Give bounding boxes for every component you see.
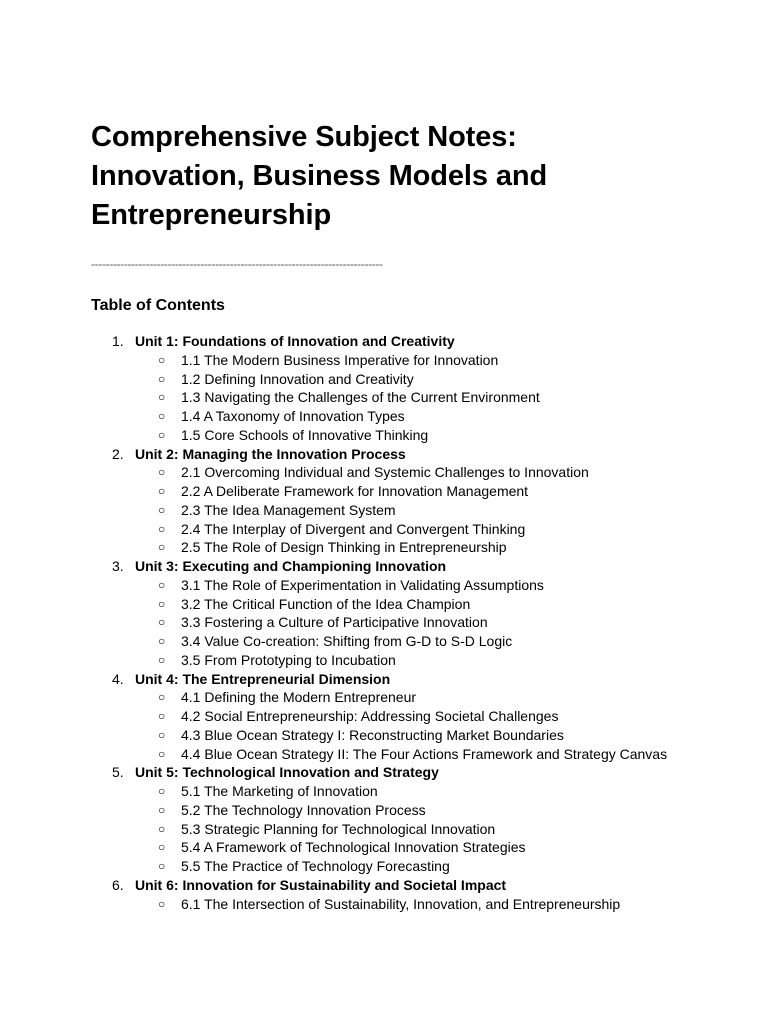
toc-unit <box>91 332 751 351</box>
toc-sub-item <box>91 820 751 839</box>
toc-unit-number: 1. <box>112 333 124 349</box>
toc-sub-item-label[interactable]: 5.1 The Marketing of Innovation <box>181 783 378 799</box>
toc-sub-item-label[interactable]: 6.1 The Intersection of Sustainability, Innovation, and Entrepreneurship <box>181 895 621 912</box>
toc-sub-item-label[interactable]: 2.4 The Interplay of Divergent and Convergent Thinking <box>181 520 526 537</box>
toc-unit-title[interactable]: Unit 3: Executing and Championing Innovation <box>135 558 447 574</box>
toc-sub-item-label[interactable]: 1.3 Navigating the Challenges of the Current Environment <box>181 389 540 406</box>
hollow-circle-bullet-icon: ○ <box>158 896 166 911</box>
toc-sub-item-label[interactable]: 4.2 Social Entrepreneurship: Addressing Societal Challenges <box>181 708 559 724</box>
toc-sub-item-label[interactable]: 4.4 Blue Ocean Strategy II: The Four Actions Framework and Strategy Canvas <box>181 745 668 762</box>
hollow-circle-bullet-icon: ○ <box>158 615 166 630</box>
toc-sub-item <box>91 351 751 370</box>
toc-sub-item-label[interactable]: 3.4 Value Co-creation: Shifting from G-D to S-D Logic <box>181 633 513 649</box>
hollow-circle-bullet-icon: ○ <box>158 521 166 536</box>
toc-unit <box>91 445 751 464</box>
hollow-circle-bullet-icon: ○ <box>158 484 166 498</box>
toc-sub-item-label[interactable]: 2.3 The Idea Management System <box>181 501 396 518</box>
toc-sub-item <box>91 782 751 801</box>
hollow-circle-bullet-icon: ○ <box>158 390 166 405</box>
toc-sub-item <box>91 745 751 764</box>
toc-sub-item <box>91 388 751 407</box>
toc-sub-item <box>91 576 751 595</box>
toc-sub-list <box>91 688 751 763</box>
toc-sub-item-label[interactable]: 1.4 A Taxonomy of Innovation Types <box>181 408 405 424</box>
hollow-circle-bullet-icon: ○ <box>158 652 166 667</box>
toc-sub-item-label[interactable]: 1.5 Core Schools of Innovative Thinking <box>181 426 429 443</box>
toc-sub-item <box>91 595 751 614</box>
toc-unit-number: 2. <box>112 445 124 462</box>
hollow-circle-bullet-icon: ○ <box>158 502 166 517</box>
toc-sub-item-label[interactable]: 2.1 Overcoming Individual and Systemic Challenges to Innovation <box>181 464 589 481</box>
toc-sub-item-label[interactable]: 1.2 Defining Innovation and Creativity <box>181 370 414 387</box>
toc-sub-item <box>91 613 751 632</box>
toc-sub-item <box>91 463 751 482</box>
table-of-contents <box>91 332 751 913</box>
toc-sub-item-label[interactable]: 5.4 A Framework of Technological Innovation Strategies <box>181 839 526 856</box>
toc-unit-number: 6. <box>112 876 124 893</box>
toc-unit-number: 5. <box>112 764 124 781</box>
toc-sub-item <box>91 482 751 501</box>
hollow-circle-bullet-icon: ○ <box>158 540 166 555</box>
toc-sub-item <box>91 838 751 857</box>
toc-sub-item <box>91 726 751 745</box>
toc-sub-item-label[interactable]: 2.5 The Role of Design Thinking in Entrepreneurship <box>181 539 507 556</box>
toc-unit-title[interactable]: Unit 5: Technological Innovation and Strategy <box>135 764 439 781</box>
title-line-1: Comprehensive Subject Notes: <box>91 121 517 153</box>
toc-sub-list <box>91 782 751 876</box>
toc-unit-title[interactable]: Unit 4: The Entrepreneurial Dimension <box>135 670 391 687</box>
hollow-circle-bullet-icon: ○ <box>158 784 166 798</box>
hollow-circle-bullet-icon: ○ <box>158 727 166 742</box>
document-page <box>91 118 751 913</box>
toc-sub-item <box>91 895 751 914</box>
toc-sub-item-label[interactable]: 1.1 The Modern Business Imperative for Innovation <box>181 351 499 368</box>
toc-unit <box>91 763 751 782</box>
toc-sub-item <box>91 407 751 426</box>
toc-sub-item <box>91 632 751 651</box>
hollow-circle-bullet-icon: ○ <box>158 840 166 855</box>
toc-sub-list <box>91 576 751 670</box>
title-line-2: Innovation, Business Models and <box>91 160 548 192</box>
hollow-circle-bullet-icon: ○ <box>158 352 166 367</box>
hollow-circle-bullet-icon: ○ <box>158 634 166 648</box>
hollow-circle-bullet-icon: ○ <box>158 802 166 817</box>
hollow-circle-bullet-icon: ○ <box>158 427 166 442</box>
toc-unit-number: 3. <box>112 558 124 574</box>
toc-sub-item <box>91 707 751 726</box>
hollow-circle-bullet-icon: ○ <box>158 409 166 423</box>
toc-sub-list <box>91 351 751 445</box>
hollow-circle-bullet-icon: ○ <box>158 596 166 611</box>
toc-sub-item-label[interactable]: 4.1 Defining the Modern Entrepreneur <box>181 689 417 706</box>
document-title <box>91 118 751 235</box>
title-line-3: Entrepreneurship <box>91 199 332 231</box>
hollow-circle-bullet-icon: ○ <box>158 577 166 592</box>
hollow-circle-bullet-icon: ○ <box>158 371 166 386</box>
toc-unit <box>91 876 751 895</box>
hollow-circle-bullet-icon: ○ <box>158 746 166 761</box>
toc-unit <box>91 670 751 689</box>
hollow-circle-bullet-icon: ○ <box>158 690 166 705</box>
toc-sub-item-label[interactable]: 3.2 The Critical Function of the Idea Champion <box>181 595 471 612</box>
toc-unit-title[interactable]: Unit 2: Managing the Innovation Process <box>135 445 406 462</box>
hollow-circle-bullet-icon: ○ <box>158 859 166 873</box>
section-divider: -------------------------------------------------------------------------------- <box>91 257 383 271</box>
toc-sub-item <box>91 370 751 389</box>
toc-sub-item-label[interactable]: 4.3 Blue Ocean Strategy I: Reconstructing Market Boundaries <box>181 726 564 743</box>
toc-sub-item <box>91 426 751 445</box>
toc-sub-list <box>91 463 751 557</box>
toc-unit-number: 4. <box>112 670 124 687</box>
hollow-circle-bullet-icon: ○ <box>158 465 166 480</box>
toc-sub-list <box>91 895 751 914</box>
toc-sub-item-label[interactable]: 5.5 The Practice of Technology Forecasting <box>181 858 450 874</box>
toc-unit <box>91 557 751 576</box>
toc-sub-item-label[interactable]: 5.3 Strategic Planning for Technological Innovation <box>181 820 496 837</box>
toc-unit-title[interactable]: Unit 1: Foundations of Innovation and Creativity <box>135 333 455 349</box>
toc-sub-item <box>91 538 751 557</box>
toc-sub-item-label[interactable]: 5.2 The Technology Innovation Process <box>181 801 426 818</box>
toc-sub-item <box>91 520 751 539</box>
toc-sub-item <box>91 501 751 520</box>
toc-sub-item-label[interactable]: 3.1 The Role of Experimentation in Validating Assumptions <box>181 576 544 593</box>
toc-sub-item <box>91 857 751 876</box>
toc-sub-item <box>91 801 751 820</box>
toc-sub-item-label[interactable]: 2.2 A Deliberate Framework for Innovation Management <box>181 483 529 499</box>
toc-sub-item-label[interactable]: 3.5 From Prototyping to Incubation <box>181 651 396 668</box>
toc-sub-item-label[interactable]: 3.3 Fostering a Culture of Participative Innovation <box>181 614 488 631</box>
hollow-circle-bullet-icon: ○ <box>158 821 166 836</box>
toc-sub-item <box>91 688 751 707</box>
toc-heading: Table of Contents <box>91 297 225 314</box>
toc-sub-item <box>91 651 751 670</box>
toc-unit-title[interactable]: Unit 6: Innovation for Sustainability and Societal Impact <box>135 876 507 893</box>
hollow-circle-bullet-icon: ○ <box>158 709 166 723</box>
